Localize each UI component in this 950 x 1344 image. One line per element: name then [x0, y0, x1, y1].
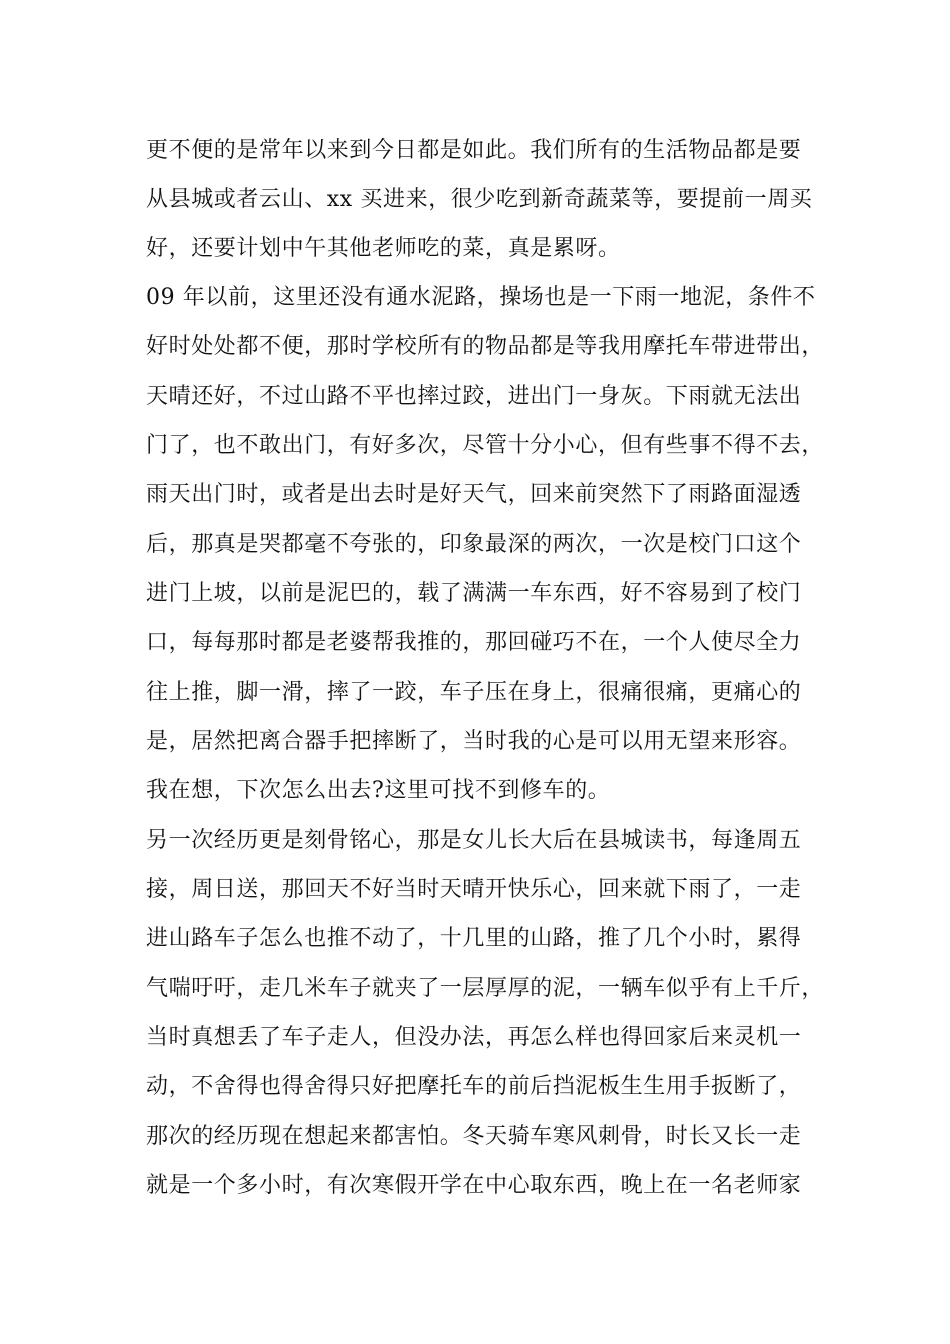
- text-line: 天晴还好，不过山路不平也摔过跤，进出门一身灰。下雨就无法出: [146, 384, 802, 409]
- text-line: 09 年以前，这里还没有通水泥路，操场也是一下雨一地泥，条件不: [146, 285, 816, 310]
- text-line: 更不便的是常年以来到今日都是如此。我们所有的生活物品都是要: [146, 138, 802, 163]
- text-line: 往上推，脚一滑，摔了一跤，车子压在身上，很痛很痛，更痛心的: [146, 680, 802, 705]
- text-line: 好时处处都不便，那时学校所有的物品都是等我用摩托车带进带出，: [146, 334, 825, 359]
- text-line: 从县城或者云山、xx 买进来，很少吃到新奇蔬菜等，要提前一周买: [146, 187, 813, 212]
- text-line: 接，周日送，那回天不好当时天晴开快乐心，回来就下雨了，一走: [146, 877, 802, 902]
- text-line: 当时真想丢了车子走人，但没办法，再怎么样也得回家后来灵机一: [146, 1025, 802, 1050]
- text-line: 是，居然把离合器手把摔断了，当时我的心是可以用无望来形容。: [146, 729, 802, 754]
- text-line: 就是一个多小时，有次寒假开学在中心取东西，晚上在一名老师家: [146, 1173, 802, 1198]
- text-line: 门了，也不敢出门，有好多次，尽管十分小心，但有些事不得不去，: [146, 433, 825, 458]
- text-line: 后，那真是哭都毫不夸张的，印象最深的两次，一次是校门口这个: [146, 532, 802, 557]
- text-line: 我在想，下次怎么出去?这里可找不到修车的。: [146, 778, 611, 803]
- text-line: 进山路车子怎么也推不动了，十几里的山路，推了几个小时，累得: [146, 926, 802, 951]
- text-line: 气喘吁吁，走几米车子就夹了一层厚厚的泥，一辆车似乎有上千斤，: [146, 976, 825, 1001]
- text-line: 进门上坡，以前是泥巴的，载了满满一车东西，好不容易到了校门: [146, 581, 802, 606]
- text-line: 好，还要计划中午其他老师吃的菜，真是累呀。: [146, 236, 621, 261]
- text-line: 那次的经历现在想起来都害怕。冬天骑车寒风刺骨，时长又长一走: [146, 1124, 802, 1149]
- text-line: 另一次经历更是刻骨铭心，那是女儿长大后在县城读书，每逢周五: [146, 828, 802, 853]
- text-line: 雨天出门时，或者是出去时是好天气，回来前突然下了雨路面湿透: [146, 482, 802, 507]
- text-line: 口，每每那时都是老婆帮我推的，那回碰巧不在，一个人使尽全力: [146, 630, 802, 655]
- text-line: 动，不舍得也得舍得只好把摩托车的前后挡泥板生生用手扳断了，: [146, 1074, 802, 1099]
